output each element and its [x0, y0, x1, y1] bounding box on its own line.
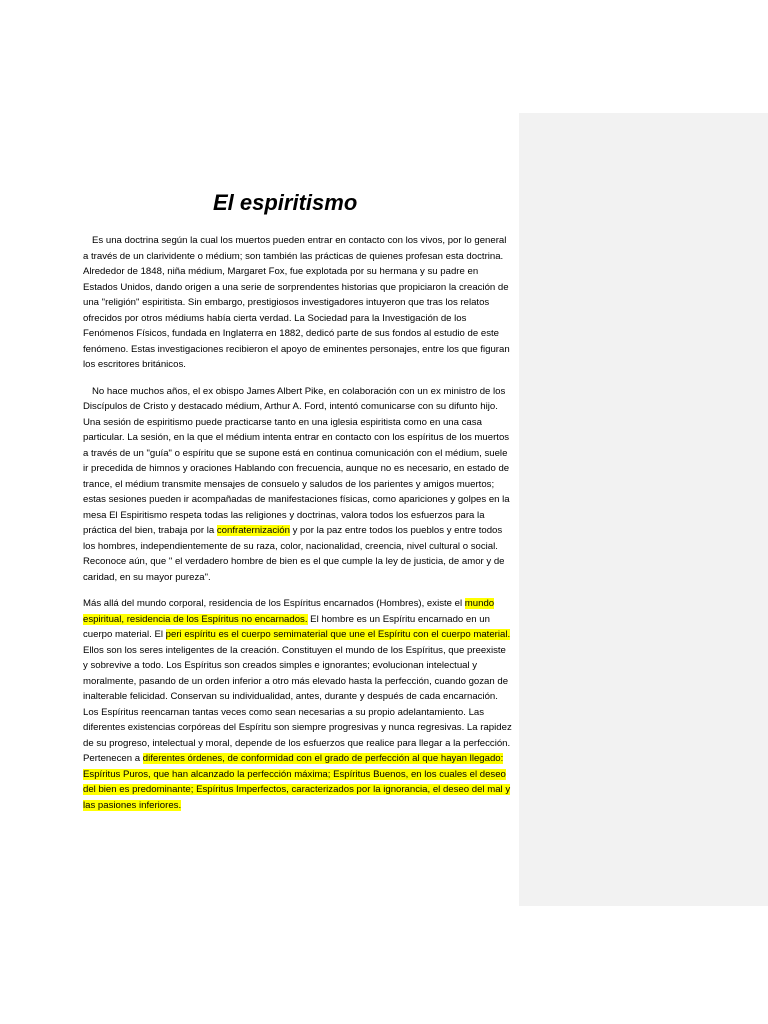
text-run: No hace muchos años, el ex obispo James Albert Pike, en colaboración con un ex ministro de los Discípulos de Cristo y destacado médium, Arthur A. Ford, intentó comunicarse con su difunto hijo. Una sesión de espiritismo puede practicarse tanto en una iglesia espiritista como en una casa particular. La sesión, en la que el médium intenta entrar en contacto con los espíritus de los muertos a través de un "guía" o espíritu que se supone está en continua comunicación con el médium, suele ir precedida de himnos y oraciones Hablando con frecuencia, aunque no es necesario, en estado de trance, el médium transmite mensajes de consuelo y saludos de los parientes y amigos muertos; estas sesiones pueden ir acompañadas de manifestaciones físicas, como apariciones y golpes en la mesa El Espiritismo respeta todas las religiones y doctrinas, valora todos los esfuerzos para la práctica del bien, trabaja por la [83, 385, 510, 536]
text-run: Es una doctrina según la cual los muertos pueden entrar en contacto con los vivos, por lo general a través de un clarividente o médium; son también las prácticas de quienes profesan esta doctrina. Alrededor de 1848, niña médium, Margaret Fox, fue explotada por su hermana y su padre en Estados Unidos, dando origen a una serie de sorprendentes historias que propiciaron la creación de una "religión" espiritista. Sin embargo, prestigiosos investigadores intuyeron que tras los relatos ofrecidos por otros médiums había cierta verdad. La Sociedad para la Investigación de los Fenómenos Físicos, fundada en Inglaterra en 1882, dedicó parte de sus fondos al estudio de este fenómeno. Estas investigaciones recibieron el apoyo de eminentes personajes, entre los que figuran los escritores británicos. [83, 235, 510, 370]
text-run: El hombre es un Espíritu encarnado en un cuerpo material. El [83, 613, 490, 640]
document-title: El espiritismo [213, 190, 358, 215]
paragraph [83, 596, 513, 813]
paragraph [83, 384, 513, 586]
paragraph [83, 233, 513, 373]
highlighted-text: mundo espiritual, residencia de los Espíritus no encarnados. [83, 598, 495, 625]
document-body [83, 233, 513, 824]
text-run: Más allá del mundo corporal, residencia de los Espíritus encarnados (Hombres), existe el [83, 598, 465, 609]
highlighted-text: diferentes órdenes, de conformidad con el grado de perfección al que hayan llegado: Espíritus Puros, que han alcanzado la perfección máxima; Espíritus Buenos, en los cuales el deseo del bien es predominante; Espíritus Imperfectos, caracterizados por la ignorancia, el deseo del mal y las pasiones inferiores. [83, 753, 511, 811]
comment-pane [519, 113, 768, 906]
text-run: y por la paz entre todos los pueblos y entre todos los hombres, independientemente de su raza, color, nacionalidad, creencia, nivel cultural o social. Reconoce aún, que " el verdadero hombre de bien es el que cumple la ley de justicia, de amor y de caridad, en su mayor pureza". [83, 525, 505, 583]
text-run: Ellos son los seres inteligentes de la creación. Constituyen el mundo de los Espíritus, que preexiste y sobrevive a todo. Los Espíritus son creados simples e ignorantes; evolucionan intelectual y moralmente, pasando de un orden inferior a otro más elevado hasta la perfección, cuando gozan de inalterable felicidad. Conservan su individualidad, antes, durante y después de cada encarnación. Los Espíritus reencarnan tantas veces como sean necesarias a su propio adelantamiento. Las diferentes existencias corpóreas del Espíritu son siempre progresivas y nunca regresivas. La rapidez de su progreso, intelectual y moral, depende de los esfuerzos que realice para llegar a la perfección. Pertenecen a [83, 644, 512, 764]
highlighted-text: peri espíritu es el cuerpo semimaterial que une el Espíritu con el cuerpo material. [165, 629, 511, 640]
highlighted-text: confraternización [216, 525, 290, 536]
